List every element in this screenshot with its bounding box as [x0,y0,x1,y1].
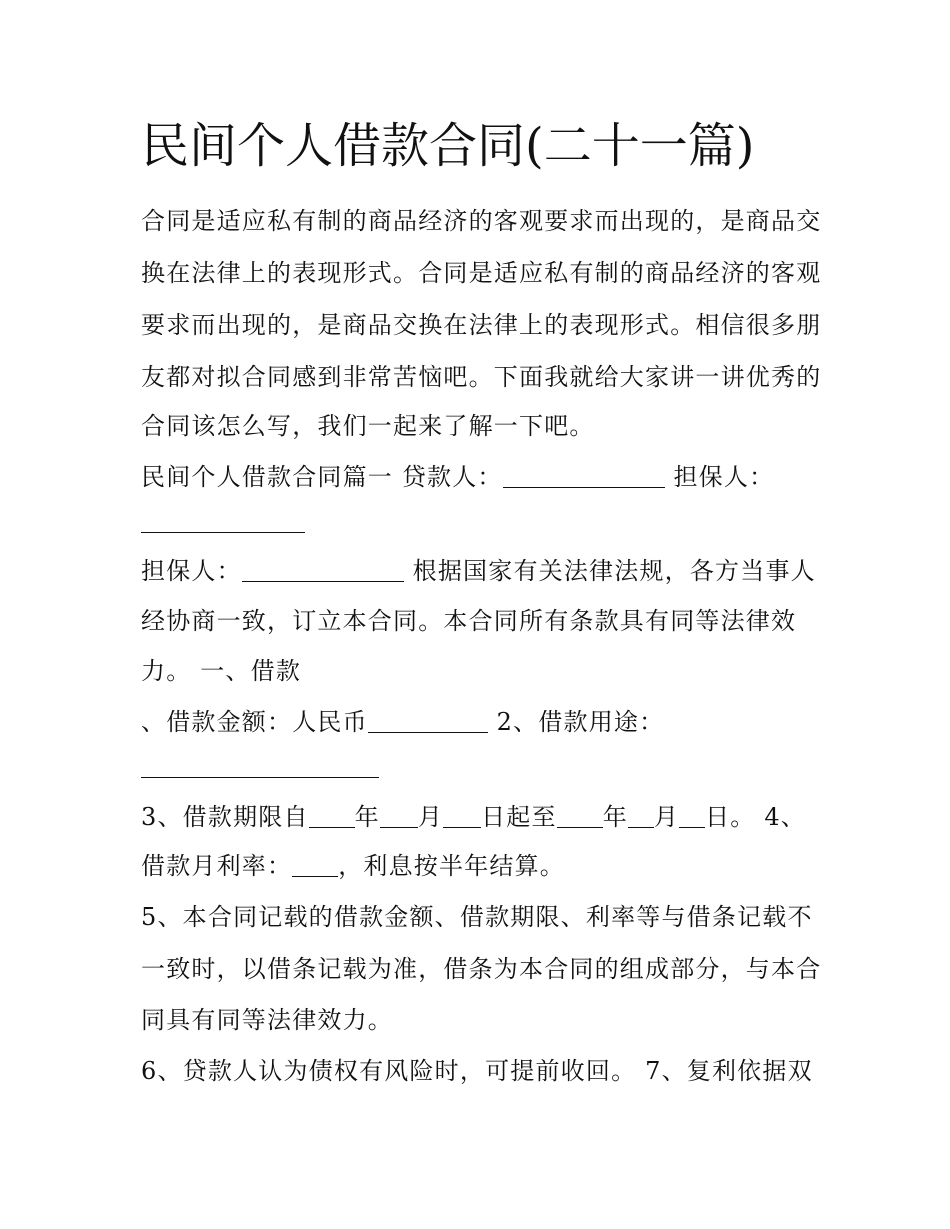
interest-rate-blank [292,856,338,877]
loan-term-text-7: 日。 4、 [705,803,806,831]
clause-6-line: 6、贷款人认为债权有风险时，可提前收回。 7、复利依据双 [141,1057,813,1085]
clause-5-line-2: 一致时，以借条记载为准，借条为本合同的组成部分，与本合 [141,955,822,983]
end-month-blank [628,807,654,828]
loan-term-line [141,800,821,834]
guarantor-label-2: 担保人： [141,557,242,585]
loan-term-text-6: 月 [653,803,680,831]
interest-rate-text: ，利息按半年结算。 [338,852,566,880]
intro-line-1: 合同是适应私有制的商品经济的客观要求而出现的，是商品交 [141,207,822,235]
document-title: 民间个人借款合同(二十一篇) [141,118,755,174]
start-day-blank [443,807,481,828]
loan-amount-line [141,705,821,739]
loan-term-text-3: 月 [417,803,444,831]
section-2-line-3: 力。 一、借款 [141,657,302,685]
intro-line-3: 要求而出现的，是商品交换在法律上的表现形式。相信很多朋 [141,311,822,339]
section-2-line-1 [141,554,821,588]
loan-term-text-5: 年 [602,803,628,831]
guarantor-label-1: 担保人： [673,463,775,491]
interest-rate-label: 借款月利率： [141,852,293,880]
loan-term-text-2: 年 [354,803,380,831]
intro-line-2: 换在法律上的表现形式。合同是适应私有制的商品经济的客观 [141,259,822,287]
clause-5-line-1: 5、本合同记载的借款金额、借款期限、利率等与借条记载不 [141,903,813,931]
loan-term-text-4: 日起至 [481,803,557,831]
section-2-text: 根据国家有关法律法规，各方当事人 [412,557,816,585]
loan-amount-blank [368,712,488,733]
loan-purpose-label: 2、借款用途： [496,708,665,736]
end-year-blank [557,807,603,828]
loan-amount-label: 、借款金额：人民币 [141,708,368,736]
loan-purpose-blank [141,757,379,778]
intro-line-5: 合同该怎么写，我们一起来了解一下吧。 [141,412,595,440]
lender-label: 民间个人借款合同篇一 贷款人： [141,463,503,491]
section-1-lender-line [141,460,821,494]
clause-5-line-3: 同具有同等法律效力。 [141,1006,393,1034]
section-2-line-2: 经协商一致，订立本合同。本合同所有条款具有同等法律效 [141,607,797,635]
guarantor-blank-line-1 [141,505,821,539]
end-day-blank [679,807,705,828]
interest-rate-line [141,849,821,883]
start-year-blank [309,807,355,828]
lender-blank [503,467,665,488]
loan-term-text-1: 3、借款期限自 [141,803,309,831]
start-month-blank [380,807,418,828]
guarantor-blank-1 [141,512,305,533]
guarantor-blank-2 [242,561,404,582]
intro-line-4: 友都对拟合同感到非常苦恼吧。下面我就给大家讲一讲优秀的 [141,363,822,391]
loan-purpose-blank-line [141,750,821,784]
